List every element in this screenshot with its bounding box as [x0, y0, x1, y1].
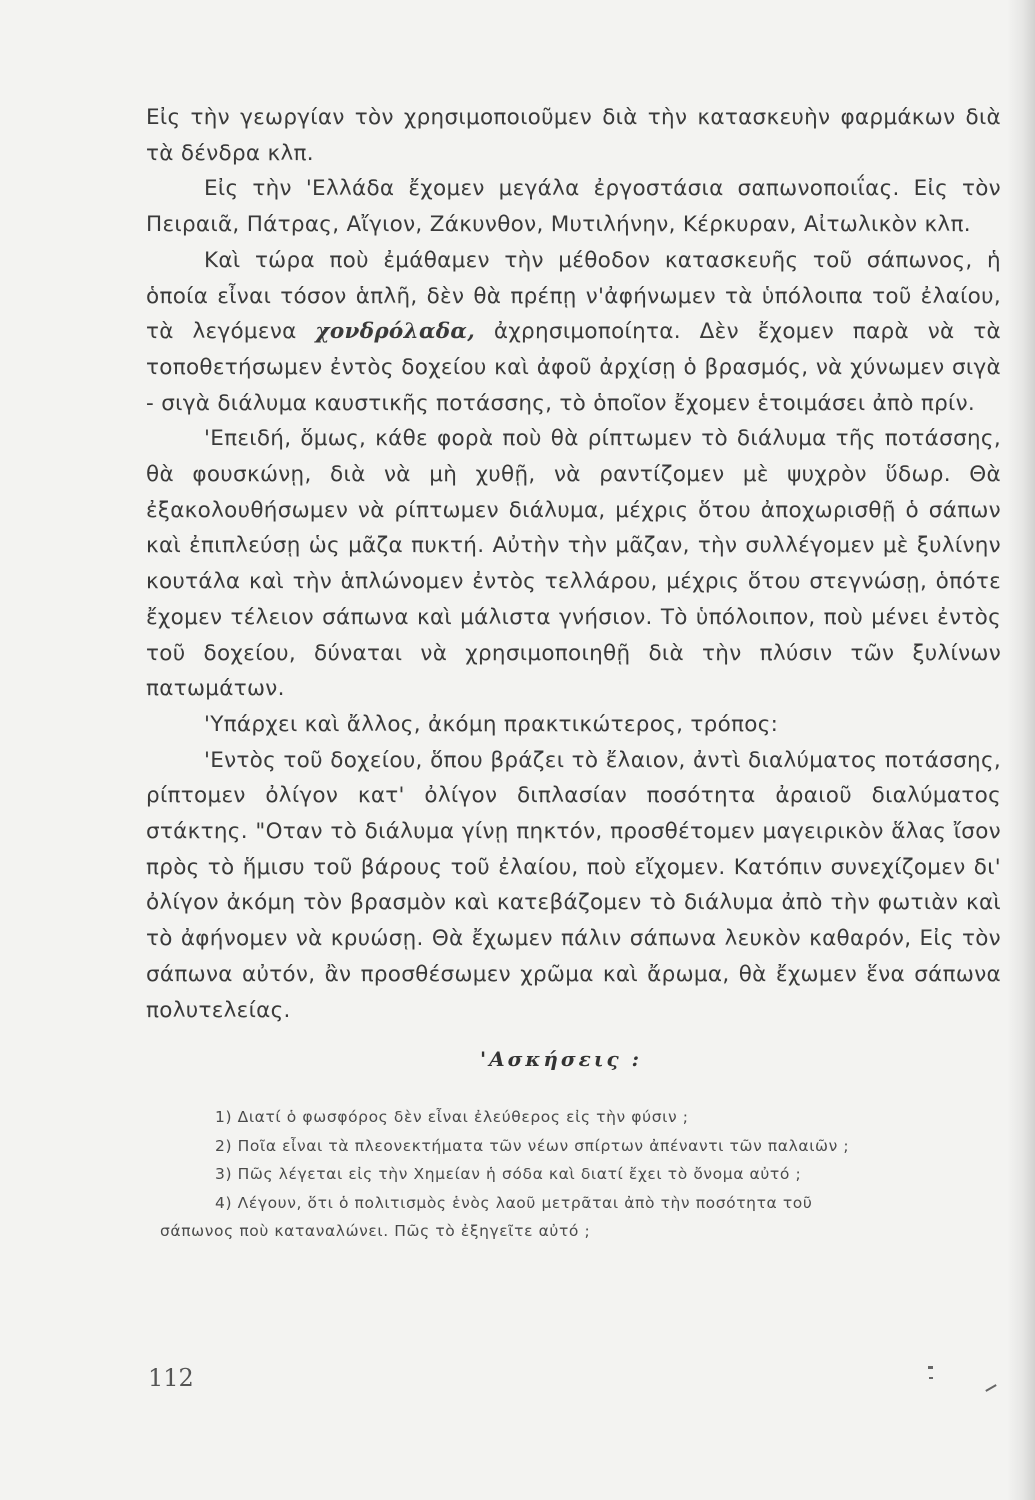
emphasized-term: χονδρόλαδα,	[315, 319, 476, 345]
paragraph-text: 'Υπάρχει καὶ ἄλλος, ἀκόμη πρακτικώτερος, τρόπος:	[204, 711, 779, 737]
page-number: 112	[148, 1364, 194, 1392]
paragraph-text: ἀχρησιμοποίητα. Δὲν ἔχομεν παρὰ νὰ τὰ τοποθετήσωμεν ἐντὸς δοχείου καὶ ἀφοῦ ἀρχίσῃ ὁ βρασμός, νὰ χύνωμεν σιγὰ - σιγὰ διάλυμα καυστικῆς ποτάσσης, τὸ ὁποῖον ἔχομεν ἑτοιμάσει ἀπὸ πρίν.	[146, 319, 1001, 416]
exercises-heading: 'Ασκήσεις :	[480, 1047, 643, 1071]
exercise-item-4: 4) Λέγουν, ὅτι ὁ πολιτισμὸς ἑνὸς λαοῦ μετρᾶται ἀπὸ τὴν ποσότητα τοῦ	[215, 1193, 813, 1212]
paragraph-text: 'Επειδή, ὅμως, κάθε φορὰ ποὺ θὰ ρίπτωμεν τὸ διάλυμα τῆς ποτάσσης, θὰ φουσκώνῃ, διὰ νὰ μὴ χυθῇ, νὰ ραντίζομεν μὲ ψυχρὸν ὕδωρ. Θὰ ἐξακολουθήσωμεν νὰ ρίπτωμεν διάλυμα, μέχρις ὅτου ἀποχωρισθῇ ὁ σάπων καὶ ἐπιπλεύσῃ ὡς μᾶζα πυκτή. Αὐτὴν τὴν μᾶζαν, τὴν συλλέγομεν μὲ ξυλίνην κουτάλα καὶ τὴν ἁπλώνομεν ἐντὸς τελλάρου, μέχρις ὅτου στεγνώσῃ, ὁπότε ἔχομεν τέλειον σάπωνα καὶ μάλιστα γνήσιον. Τὸ ὑπόλοιπον, ποὺ μένει ἐντὸς τοῦ δοχείου, δύναται νὰ χρησιμοποιηθῇ διὰ τὴν πλύσιν τῶν ξυλίνων πατωμάτων.	[146, 426, 1001, 702]
exercise-item-1: 1) Διατί ὁ φωσφόρος δὲν εἶναι ἐλεύθερος εἰς τὴν φύσιν ;	[215, 1108, 689, 1126]
scan-speck	[985, 1384, 996, 1392]
exercise-item-2: 2) Ποῖα εἶναι τὰ πλεονεκτήματα τῶν νέων σπίρτων ἀπέναντι τῶν παλαιῶν ;	[215, 1136, 850, 1155]
paragraph	[146, 421, 1001, 707]
paragraph	[146, 100, 1001, 171]
exercise-item-4-continued: σάπωνος ποὺ καταναλώνει. Πῶς τὸ ἐξηγεῖτε αὐτό ;	[160, 1222, 591, 1240]
paragraph-text: Καὶ τώρα ποὺ ἐμάθαμεν τὴν μέθοδον κατασκευῆς τοῦ σάπωνος, ἡ ὁποία εἶναι τόσον ἁπλῆ, δὲν θὰ πρέπῃ ν'ἀφήνωμεν τὰ ὑπόλοιπα τοῦ ἐλαίου, τὰ λεγόμενα	[146, 247, 1001, 345]
paragraph-text: Εἰς τὴν γεωργίαν τὸν χρησιμοποιοῦμεν διὰ τὴν κατασκευὴν φαρμάκων διὰ τὰ δένδρα κλπ.	[146, 105, 1001, 166]
body-text	[146, 100, 1001, 1028]
paragraph-text: 'Εντὸς τοῦ δοχείου, ὅπου βράζει τὸ ἔλαιον, ἀντὶ διαλύματος ποτάσσης, ρίπτομεν ὀλίγον κατ' ὀλίγον διπλασίαν ποσότητα ἀραιοῦ διαλύματος στάκτης. "Οταν τὸ διάλυμα γίνῃ πηκτόν, προσθέτομεν μαγειρικὸν ἅλας ἴσον πρὸς τὸ ἥμισυ τοῦ βάρους τοῦ ἐλαίου, ποὺ εἴχομεν. Κατόπιν συνεχίζομεν δι' ὀλίγον ἀκόμη τὸν βρασμὸν καὶ κατεβάζομεν τὸ διάλυμα ἀπὸ τὴν φωτιὰν καὶ τὸ ἀφήνομεν νὰ κρυώσῃ. Θὰ ἔχωμεν πάλιν σάπωνα λευκὸν καθαρόν, Εἰς τὸν σάπωνα αὐτόν, ἂν προσθέσωμεν χρῶμα καὶ ἄρωμα, θὰ ἔχωμεν ἕνα σάπωνα πολυτελείας.	[146, 747, 1001, 1023]
scan-speck	[929, 1377, 933, 1379]
page-edge-shadow	[1007, 0, 1035, 1500]
paragraph	[146, 171, 1001, 242]
paragraph	[146, 743, 1001, 1029]
paragraph	[146, 707, 1001, 743]
exercise-item-3: 3) Πῶς λέγεται εἰς τὴν Χημείαν ἡ σόδα καὶ διατί ἔχει τὸ ὄνομα αὐτό ;	[215, 1165, 802, 1183]
paragraph	[146, 243, 1001, 422]
exercises-list	[160, 1103, 1020, 1246]
paragraph-text: Εἰς τὴν 'Ελλάδα ἔχομεν μεγάλα ἐργοστάσια σαπωνοποιΐας. Εἰς τὸν Πειραιᾶ, Πάτρας, Αἴγιον, Ζάκυνθον, Μυτιλήνην, Κέρκυραν, Αἰτωλικὸν κλπ.	[146, 176, 1001, 238]
scan-speck	[928, 1366, 933, 1369]
